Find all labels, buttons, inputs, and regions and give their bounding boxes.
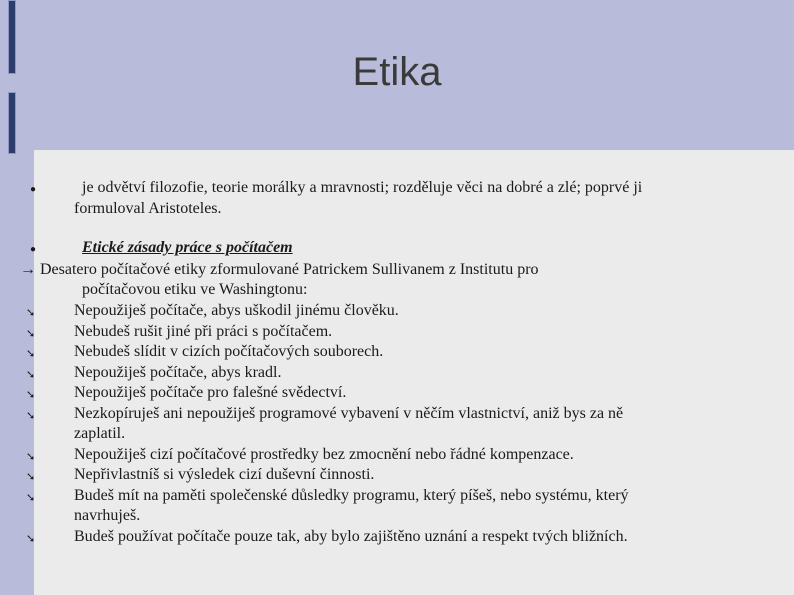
rule-item: Nepoužiješ počítače, abys kradl. — [74, 363, 282, 381]
rule-item-continuation: zaplatil. — [74, 425, 126, 442]
arrow-bullet-icon: ➘ — [26, 348, 36, 360]
rule-item: Nepoužiješ počítače pro falešné svědectví. — [74, 384, 347, 401]
arrow-bullet-icon: ➘ — [26, 491, 36, 504]
arrow-bullet-icon: ➘ — [26, 450, 36, 463]
slide-content — [20, 150, 794, 595]
intro-line-2: formuloval Aristoteles. — [74, 200, 222, 217]
section-desc-line-2: počítačovou etiku ve Washingtonu: — [82, 281, 308, 298]
arrow-bullet-icon: ➘ — [26, 532, 36, 545]
rule-item: Nepoužiješ cizí počítačové prostředky bez zmocnění nebo řádné kompenzace. — [74, 445, 574, 463]
rule-item: Budeš používat počítače pouze tak, aby bylo zajištěno uznání a respekt tvých bližních. — [74, 527, 628, 545]
rule-item: Nepoužiješ počítače, abys uškodil jinému člověku. — [74, 302, 399, 319]
arrow-bullet-icon: ➘ — [26, 389, 36, 401]
arrow-bullet-icon: ➘ — [26, 307, 36, 319]
rule-item: Nezkopíruješ ani nepoužiješ programové vybavení v něčím vlastnictví, aniž bys za ně — [74, 404, 624, 422]
rule-item: Nepřivlastníš si výsledek cizí duševní činnosti. — [74, 466, 375, 483]
rule-item: Nebudeš rušit jiné při práci s počítačem. — [74, 322, 333, 340]
intro-line-1: je odvětví filozofie, teorie morálky a mravnosti; rozděluje věci na dobré a zlé; poprvé ji — [82, 179, 643, 196]
bullet-dot-icon: ● — [30, 184, 37, 195]
arrow-bullet-icon: ➘ — [26, 471, 36, 483]
rule-item: Nebudeš slídit v cizích počítačových souborech. — [74, 343, 384, 360]
decorative-bar-bottom — [8, 92, 16, 154]
arrow-bullet-icon: ➘ — [26, 409, 36, 422]
arrow-bullet-icon: ➘ — [26, 327, 36, 340]
section-desc-line-1: → Desatero počítačové etiky zformulované Patrickem Sullivanem z Institutu pro — [20, 261, 539, 278]
rule-item: Budeš mít na paměti společenské důsledky programu, který píšeš, nebo systému, který — [74, 486, 629, 504]
section-heading: Etické zásady práce s počítačem — [82, 239, 293, 256]
slide-title: Etika — [352, 50, 442, 94]
arrow-bullet-icon: ➘ — [26, 368, 36, 381]
rule-item-continuation: navrhuješ. — [74, 507, 141, 524]
bullet-dot-icon: ● — [30, 244, 37, 255]
